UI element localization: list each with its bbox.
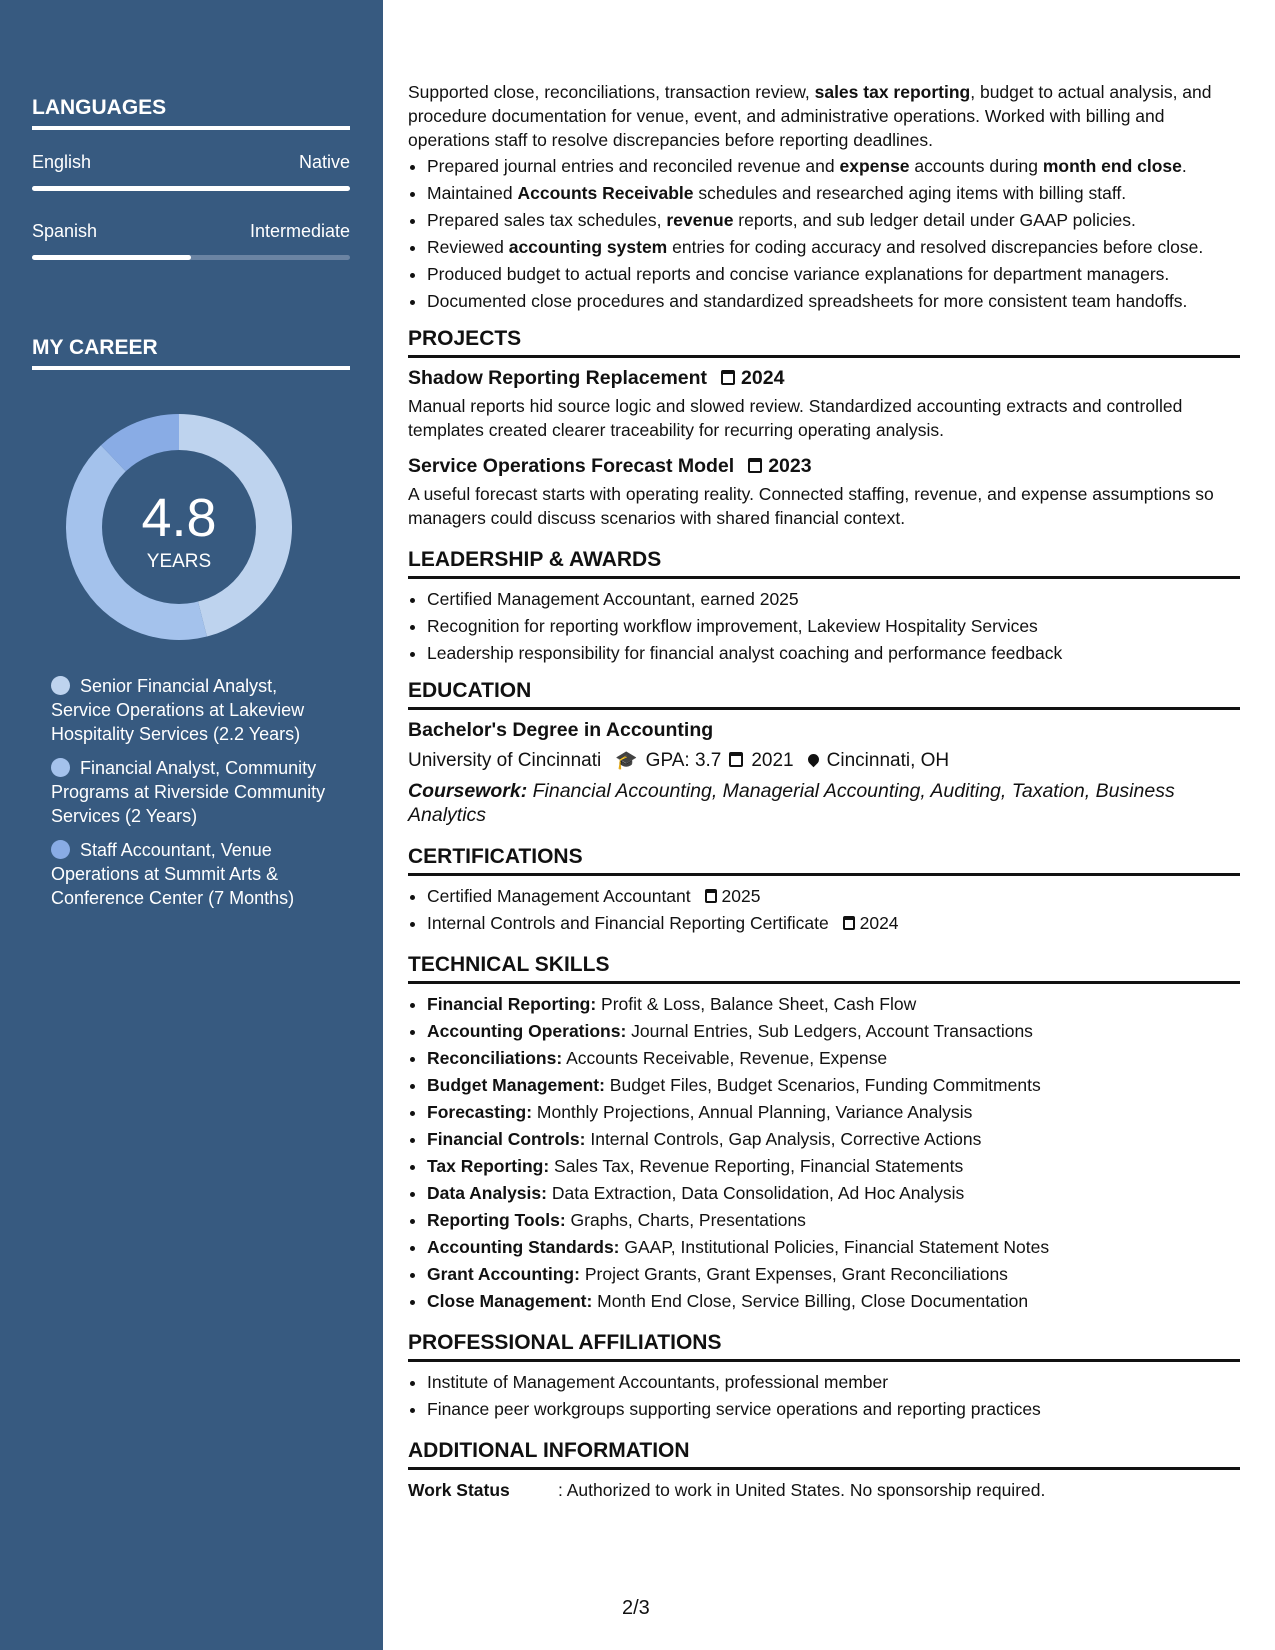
calendar-icon [729,752,743,767]
skill-item: • Close Management: Month End Close, Service Billing, Close Documentation [427,1289,1240,1313]
education-meta [408,748,1240,773]
affiliations-list [408,1370,1240,1421]
language-proficiency-fill [32,255,191,260]
skill-item: • Reporting Tools: Graphs, Charts, Presentations [427,1208,1240,1232]
calendar-icon [748,458,762,473]
main-content [408,80,1240,1502]
experience-summary [408,80,1240,152]
work-status-row [408,1478,1240,1502]
education-school: University of Cincinnati [408,750,602,771]
affiliation-item: • Institute of Management Accountants, professional member [427,1370,1240,1394]
skill-item: • Budget Management: Budget Files, Budget Scenarios, Funding Commitments [427,1073,1240,1097]
language-name: Spanish [32,221,98,241]
projects-heading: PROJECTS [408,327,1240,358]
experience-bullet: • Prepared journal entries and reconciled revenue and expense accounts during month end close. [427,154,1240,178]
calendar-icon [721,370,735,385]
summary-bold: sales tax reporting [814,82,971,102]
summary-text: Supported close, reconciliations, transaction review, [408,82,815,102]
career-donut-chart [66,414,292,640]
calendar-icon [705,889,717,903]
language-proficiency-fill [32,186,350,191]
education-heading: EDUCATION [408,679,1240,710]
project-description: A useful forecast starts with operating reality. Connected staffing, revenue, and expense assumptions so managers could discuss scenarios with shared financial context. [408,484,1214,528]
experience-bullet: • Maintained Accounts Receivable schedules and researched aging items with billing staff. [427,181,1240,205]
affiliation-item: • Finance peer workgroups supporting service operations and reporting practices [427,1397,1240,1421]
language-name: English [32,152,92,172]
experience-bullets [408,154,1240,313]
leadership-list [408,587,1240,665]
experience-bullet: • Reviewed accounting system entries for coding accuracy and resolved discrepancies before close. [427,235,1240,259]
work-status-label: Work Status [408,1480,510,1500]
career-item [51,838,341,910]
affiliations-heading: PROFESSIONAL AFFILIATIONS [408,1331,1240,1362]
leadership-heading: LEADERSHIP & AWARDS [408,548,1240,579]
calendar-icon [843,916,855,930]
language-level: Native [298,152,350,172]
experience-bullet: • Prepared sales tax schedules, revenue reports, and sub ledger detail under GAAP policies. [427,208,1240,232]
leadership-item: • Leadership responsibility for financial analyst coaching and performance feedback [427,641,1240,665]
summary-text: , budget to actual analysis, and procedure documentation for venue, event, and administrative operations. Worked with billing and operations staff to resolve discrepancies before reporting deadlines. [408,82,1212,150]
experience-bullet: • Documented close procedures and standardized spreadsheets for more consistent team handoffs. [427,289,1240,313]
career-label: Senior Financial Analyst, Service Operations at Lakeview Hospitality Services (2.2 Years) [51,676,305,744]
experience-bullet: • Produced budget to actual reports and concise variance explanations for department managers. [427,262,1240,286]
language-level: Intermediate [249,221,350,241]
legend-dot [51,758,70,777]
project-title: Shadow Reporting Replacement 2024 [408,367,785,389]
skill-item: • Forecasting: Monthly Projections, Annual Planning, Variance Analysis [427,1100,1240,1124]
coursework-label: Coursework: [408,780,528,802]
work-status-value: : Authorized to work in United States. No sponsorship required. [558,1480,1046,1500]
education-degree: Bachelor's Degree in Accounting [408,719,714,741]
career-heading: MY CAREER [32,336,350,370]
skill-item: • Accounting Operations: Journal Entries, Sub Ledgers, Account Transactions [427,1019,1240,1043]
career-total: 4.8 [141,488,217,548]
coursework-value: Financial Accounting, Managerial Accounting, Auditing, Taxation, Business Analytics [408,780,1175,826]
location-pin-icon [805,752,821,768]
sidebar [0,0,383,1650]
career-item [51,756,341,828]
career-label: Financial Analyst, Community Programs at Riverside Community Services (2 Years) [51,758,326,826]
education-location: Cincinnati, OH [826,750,950,771]
skill-item: • Grant Accounting: Project Grants, Grant Expenses, Grant Reconciliations [427,1262,1240,1286]
career-unit: YEARS [146,551,212,572]
languages-heading: LANGUAGES [32,96,350,130]
career-list [51,674,341,920]
skill-item: • Financial Reporting: Profit & Loss, Balance Sheet, Cash Flow [427,992,1240,1016]
career-item [51,674,341,746]
skill-item: • Reconciliations: Accounts Receivable, Revenue, Expense [427,1046,1240,1070]
leadership-item: • Certified Management Accountant, earned 2025 [427,587,1240,611]
project-title: Service Operations Forecast Model 2023 [408,455,812,477]
language-proficiency-bar [32,186,350,191]
education-gpa: GPA: 3.7 [645,750,722,771]
legend-dot [51,840,70,859]
project-year: 2024 [741,367,785,389]
skills-heading: TECHNICAL SKILLS [408,953,1240,984]
page-number: 2/3 [622,1597,650,1619]
skills-list [408,992,1240,1313]
career-label: Staff Accountant, Venue Operations at Summit Arts & Conference Center (7 Months) [51,840,295,908]
skill-item: • Data Analysis: Data Extraction, Data Consolidation, Ad Hoc Analysis [427,1181,1240,1205]
certification-item: • Certified Management Accountant 2025 [427,884,1240,908]
certifications-heading: CERTIFICATIONS [408,845,1240,876]
project-year: 2023 [768,455,812,477]
language-proficiency-bar [32,255,350,260]
education-coursework [408,779,1240,827]
graduation-cap-icon: 🎓 [615,750,638,770]
project-description: Manual reports hid source logic and slowed review. Standardized accounting extracts and controlled templates created clearer traceability for recurring operating analysis. [408,396,1183,440]
skill-item: • Accounting Standards: GAAP, Institutional Policies, Financial Statement Notes [427,1235,1240,1259]
certifications-list [408,884,1240,935]
leadership-item: • Recognition for reporting workflow improvement, Lakeview Hospitality Services [427,614,1240,638]
additional-heading: ADDITIONAL INFORMATION [408,1439,1240,1470]
certification-item: • Internal Controls and Financial Reporting Certificate 2024 [427,911,1240,935]
legend-dot [51,676,70,695]
skill-item: • Tax Reporting: Sales Tax, Revenue Reporting, Financial Statements [427,1154,1240,1178]
education-year: 2021 [751,750,794,771]
skill-item: • Financial Controls: Internal Controls, Gap Analysis, Corrective Actions [427,1127,1240,1151]
